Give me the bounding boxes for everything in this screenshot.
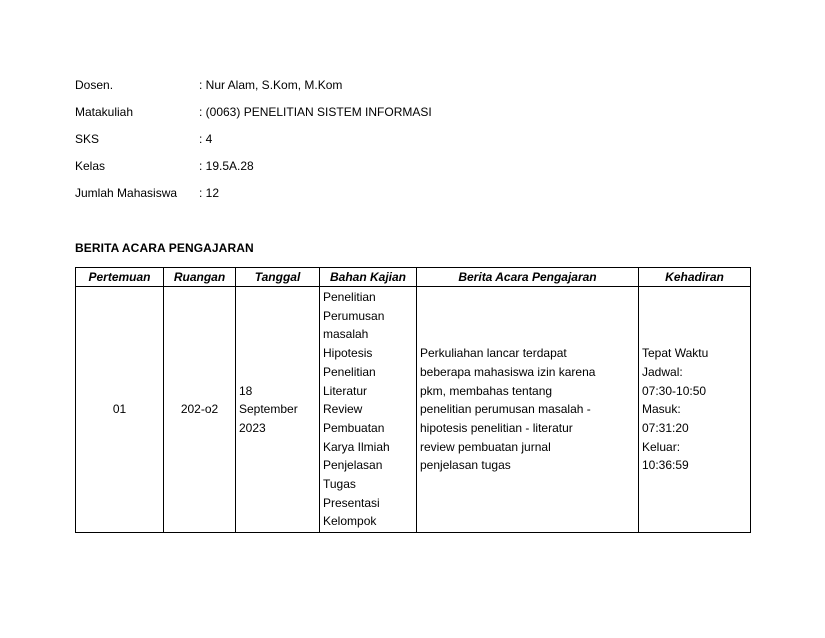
cell-ruangan: 202-o2 (164, 287, 236, 533)
info-label: Kelas (75, 159, 106, 173)
info-row-jumlah-mahasiswa (75, 184, 432, 211)
kehadiran-line: 07:30-10:50 (642, 383, 707, 398)
berita-acara-line: hipotesis penelitian - literatur (420, 420, 573, 435)
bahan-kajian-line: Kelompok (323, 514, 377, 529)
berita-acara-line: beberapa mahasiswa izin karena (420, 364, 596, 379)
cell-pertemuan: 01 (76, 287, 164, 533)
kehadiran-line: 10:36:59 (642, 458, 689, 473)
kehadiran-line: Keluar: (642, 439, 681, 454)
tanggal-line: 18 (239, 383, 253, 398)
bahan-kajian-line: Karya Ilmiah (323, 439, 390, 454)
berita-acara-line: Perkuliahan lancar terdapat (420, 346, 567, 361)
kehadiran-line: Tepat Waktu (642, 346, 709, 361)
info-label: Matakuliah (75, 105, 134, 119)
header-ruangan: Ruangan (164, 268, 236, 287)
header-pertemuan: Pertemuan (76, 268, 164, 287)
header-kehadiran: Kehadiran (639, 268, 751, 287)
cell-kehadiran (639, 287, 751, 533)
info-value: : 19.5A.28 (199, 159, 254, 173)
tanggal-line: September (239, 402, 298, 417)
info-row-matakuliah (75, 103, 432, 130)
cell-bahan-kajian (320, 287, 417, 533)
bahan-kajian-line: Tugas (323, 477, 356, 492)
info-value: : 12 (199, 186, 220, 200)
kehadiran-line: Masuk: (642, 402, 681, 417)
table-header-row (76, 268, 751, 287)
kehadiran-line: 07:31:20 (642, 420, 689, 435)
info-value: : Nur Alam, S.Kom, M.Kom (199, 78, 343, 92)
info-row-dosen (75, 76, 432, 103)
info-row-kelas (75, 157, 432, 184)
info-label: SKS (75, 132, 100, 146)
bahan-kajian-line: masalah (323, 327, 369, 342)
table-row (76, 287, 751, 533)
bahan-kajian-line: Penelitian (323, 364, 376, 379)
header-tanggal: Tanggal (236, 268, 320, 287)
header-bahan-kajian: Bahan Kajian (320, 268, 417, 287)
bahan-kajian-line: Review (323, 402, 363, 417)
cell-berita-acara (417, 287, 639, 533)
section-title: BERITA ACARA PENGAJARAN (75, 241, 254, 255)
tanggal-line: 2023 (239, 420, 266, 435)
info-label: Dosen. (75, 78, 114, 92)
bahan-kajian-line: Pembuatan (323, 420, 385, 435)
info-row-sks (75, 130, 432, 157)
berita-acara-line: review pembuatan jurnal (420, 439, 551, 454)
bahan-kajian-line: Penjelasan (323, 458, 383, 473)
bahan-kajian-line: Presentasi (323, 495, 380, 510)
bahan-kajian-line: Penelitian (323, 290, 376, 304)
info-value: : 4 (199, 132, 213, 146)
bahan-kajian-line: Hipotesis (323, 346, 373, 361)
berita-acara-line: penelitian perumusan masalah - (420, 402, 591, 417)
bahan-kajian-line: Perumusan (323, 308, 385, 323)
berita-acara-table (75, 267, 751, 533)
info-value: : (0063) PENELITIAN SISTEM INFORMASI (199, 105, 432, 119)
kehadiran-line: Jadwal: (642, 364, 683, 379)
berita-acara-line: penjelasan tugas (420, 458, 511, 473)
course-info (75, 76, 432, 211)
info-label: Jumlah Mahasiswa (75, 186, 178, 200)
berita-acara-line: pkm, membahas tentang (420, 383, 553, 398)
header-berita-acara: Berita Acara Pengajaran (417, 268, 639, 287)
cell-tanggal (236, 287, 320, 533)
bahan-kajian-line: Literatur (323, 383, 368, 398)
